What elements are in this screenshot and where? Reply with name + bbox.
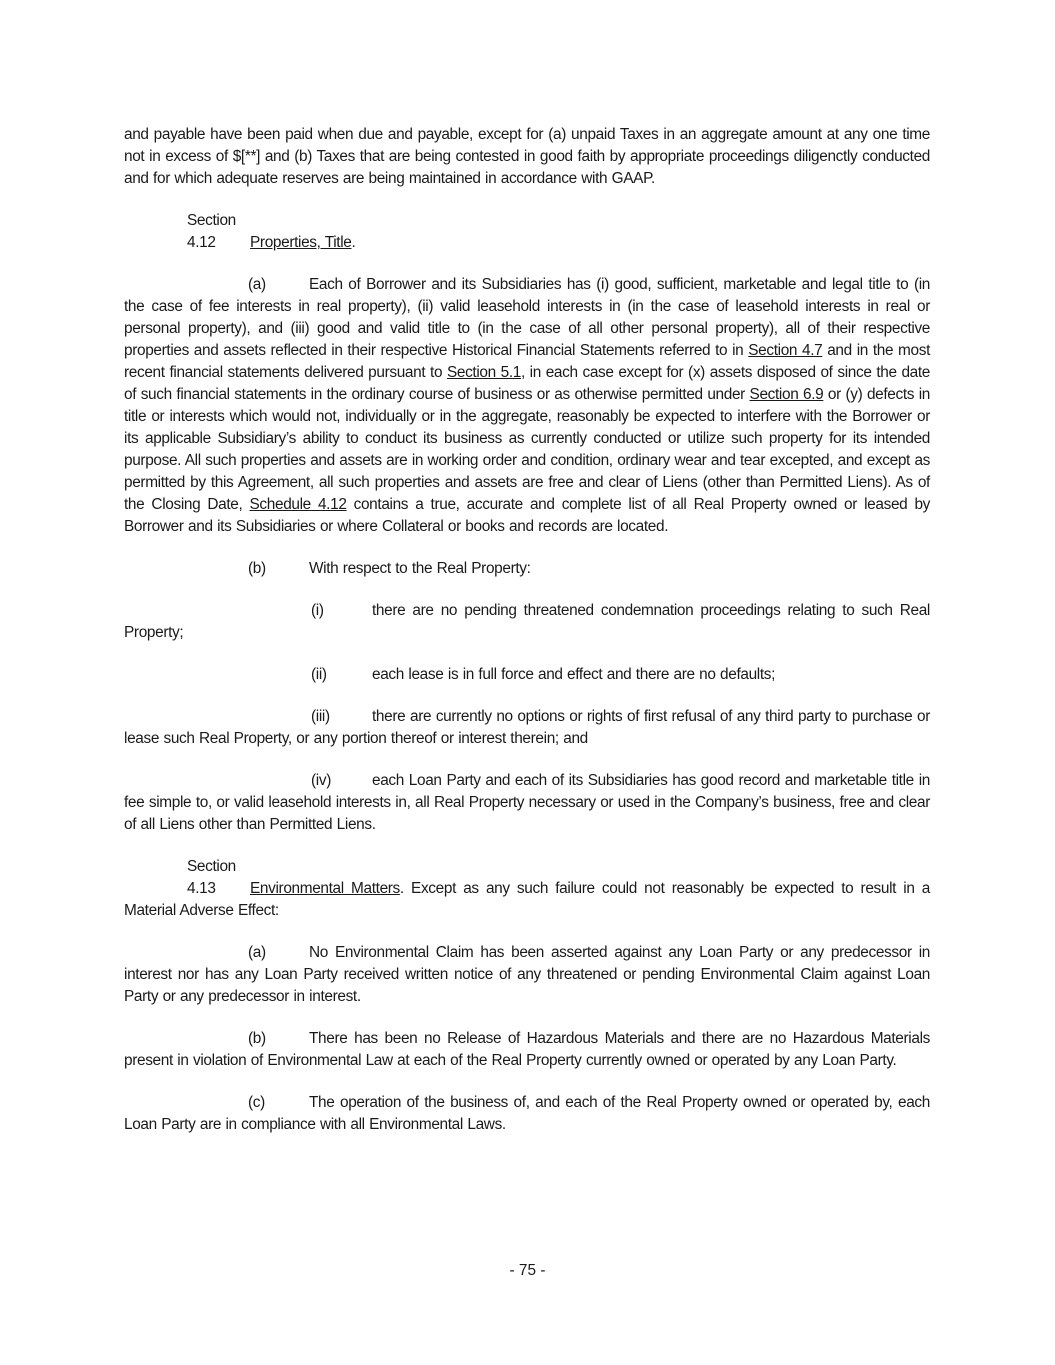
paragraph [124, 600, 930, 644]
paragraph-label: (i) [311, 602, 324, 619]
text-segment: Each of Borrower and its Subsidiaries has (i) good, sufficient, marketable and legal title to (in the case of fee interests in real property), (ii) valid leasehold interests in (in the case of leasehold interests in real or personal property), and (iii) good and valid title to (in the case of all other personal property), all of their respective properties and assets reflected in their respective Historical Financial Statements referred to in [124, 276, 930, 359]
paragraph-label: (c) [248, 1094, 265, 1111]
paragraph [124, 1092, 930, 1136]
paragraph-label: (iv) [311, 772, 331, 789]
text-segment: and payable have been paid when due and payable, except for (a) unpaid Taxes in an aggregate amount at any one time not in excess of $[**] and (b) Taxes that are being contested in good faith by appropriate proceedings diligenctly conducted and for which adequate reserves are being maintained in accordance with GAAP. [124, 126, 930, 187]
paragraph-label: (iii) [311, 708, 330, 725]
paragraph [124, 942, 930, 1008]
paragraph [124, 664, 930, 686]
cross-reference: Section 4.7 [748, 342, 823, 359]
cross-reference: Section 6.9 [749, 386, 824, 403]
paragraph [124, 274, 930, 538]
page-number: - 75 - [509, 1262, 546, 1279]
paragraph [124, 558, 930, 580]
paragraph [124, 210, 930, 254]
document-body [124, 124, 930, 1156]
paragraph [124, 1028, 930, 1072]
paragraph [124, 770, 930, 836]
cross-reference: Environmental Matters [250, 880, 400, 897]
text-segment: With respect to the Real Property: [309, 560, 531, 577]
text-segment: The operation of the business of, and each of the Real Property owned or operated by, each Loan Party are in compliance with all Environmental Laws. [124, 1094, 930, 1133]
text-segment: . Except as any such failure could not reasonably be expected to result in a Material Adverse Effect: [124, 880, 930, 919]
paragraph-label: (ii) [311, 666, 327, 683]
text-segment: there are no pending threatened condemnation proceedings relating to such Real Property; [124, 602, 930, 641]
text-segment: contains a true, accurate and complete list of all Real Property owned or leased by Borrower and its Subsidiaries or where Collateral or books and records are located. [124, 496, 931, 535]
text-segment: There has been no Release of Hazardous Materials and there are no Hazardous Materials present in violation of Environmental Law at each of the Real Property currently owned or operated by any Loan Party. [124, 1030, 930, 1069]
paragraph [124, 124, 930, 190]
paragraph [124, 706, 930, 750]
text-segment: or (y) defects in title or interests which would not, individually or in the aggregate, reasonably be expected to interfere with the Borrower or its applicable Subsidiary’s ability to conduct its business as currently conducted or utilize such property for its intended purpose. All such properties and assets are in working order and condition, ordinary wear and tear excepted, and except as permitted by this Agreement, all such properties and assets are free and clear of Liens (other than Permitted Liens). As of the Closing Date, [124, 386, 930, 513]
cross-reference: Properties, Title [250, 234, 352, 251]
text-segment: , in each case except for (x) assets disposed of since the date of such financial statements in the ordinary course of business or as otherwise permitted under [124, 364, 930, 403]
paragraph-label: (a) [248, 944, 266, 961]
text-segment: and in the most recent financial statements delivered pursuant to [124, 342, 930, 381]
paragraph-label: Section 4.12 [187, 212, 236, 251]
text-segment: there are currently no options or rights of first refusal of any third party to purchase or lease such Real Property, or any portion thereof or interest therein; and [124, 708, 930, 747]
paragraph-label: Section 4.13 [187, 858, 236, 897]
paragraph-label: (a) [248, 276, 266, 293]
paragraph-label: (b) [248, 560, 266, 577]
cross-reference: Section 5.1 [446, 364, 521, 381]
text-segment: each lease is in full force and effect and there are no defaults; [372, 666, 776, 683]
text-segment: each Loan Party and each of its Subsidiaries has good record and marketable title in fee simple to, or valid leasehold interests in, all Real Property necessary or used in the Company’s business, free and clear of all Liens other than Permitted Liens. [124, 772, 930, 833]
cross-reference: Schedule 4.12 [249, 496, 347, 513]
text-segment: No Environmental Claim has been asserted against any Loan Party or any predecessor in interest nor has any Loan Party received written notice of any threatened or pending Environmental Claim against Loan Party or any predecessor in interest. [124, 944, 930, 1005]
text-segment: . [351, 234, 356, 251]
paragraph-label: (b) [248, 1030, 266, 1047]
paragraph [124, 856, 930, 922]
